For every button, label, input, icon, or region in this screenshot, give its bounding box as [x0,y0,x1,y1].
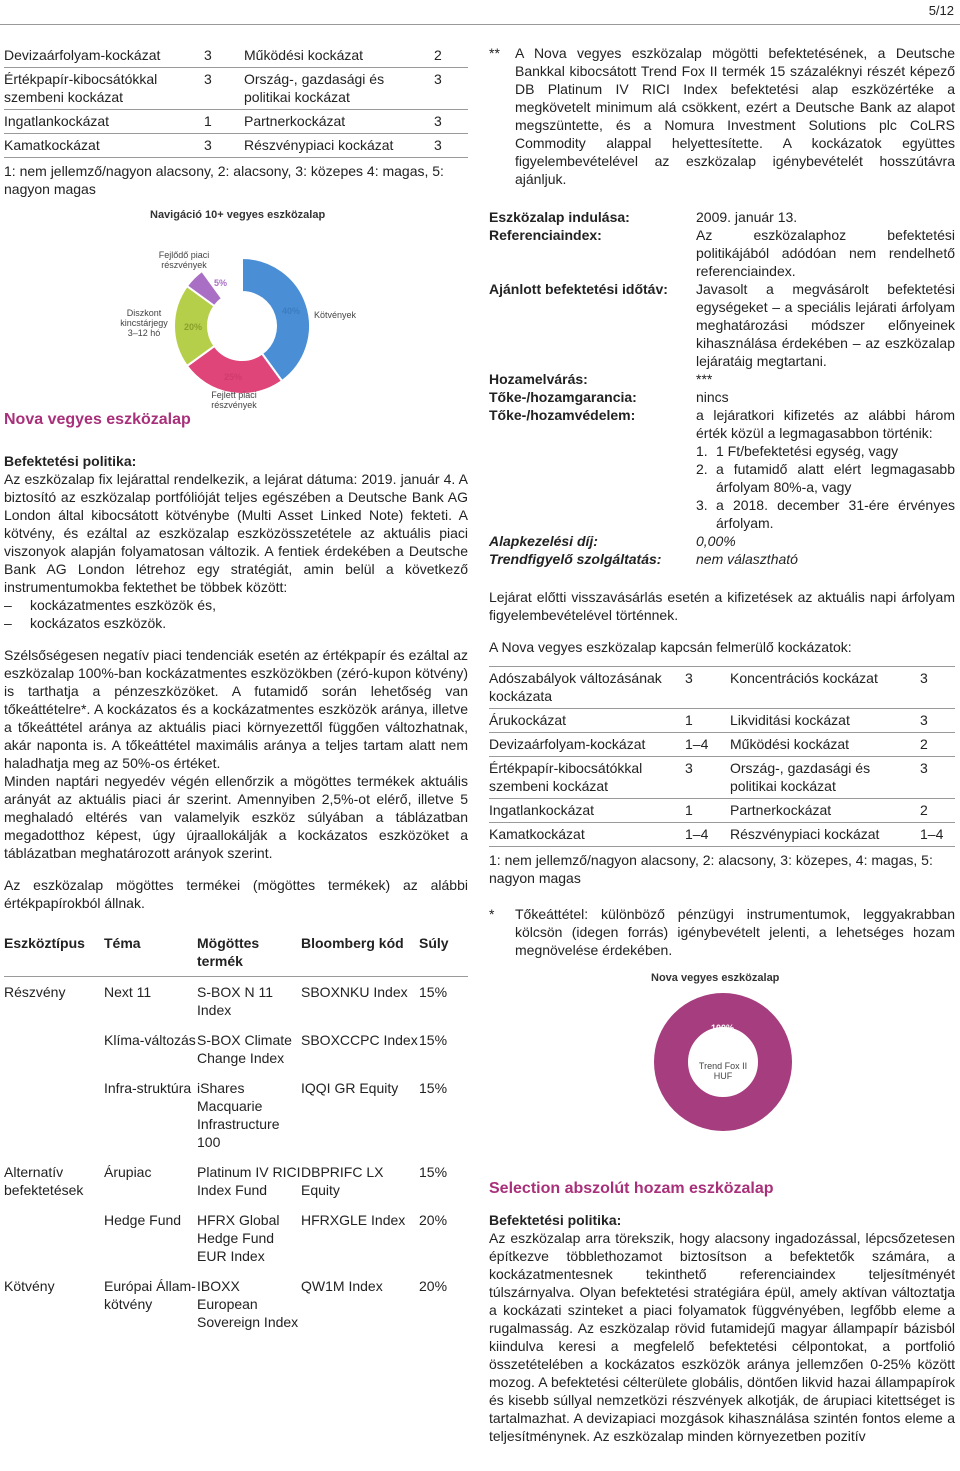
fact-value: 2009. január 13. [696,209,798,225]
risk-name: Működési kockázat [730,736,850,752]
risk-name: Részvénypiaci kockázat [730,826,880,842]
risk-row [4,110,468,134]
protection-text: a futamidő alatt elért legmagasabb árfolyam 80%-a, vagy [716,461,955,495]
protection-item [696,460,955,496]
table-header: Mögöttes termék [197,934,301,977]
fact-row [489,388,955,406]
star-text: Tőkeáttétel: különböző pénzügyi instrumentumok, leggyakrabban kölcsön (idegen forrás) igénybevételt jelenti, a lehetséges hozam megnövelése érdekében. [515,906,955,958]
donut-chart-1 [4,198,468,448]
footnote-dbl [489,44,955,188]
risk-value: 1 [685,802,693,818]
nova-para2: Szélsőségesen negatív piaci tendenciák esetén az értékpapír és ezáltal az eszközalap 100%-ban kockázatmentes eszközökben (zéró-kupon kötvény) is tarthatja a pénzeszközöket. A futamidő során lehetőség van tőkeáttételre*. A kockázatos és a kockázatmentes eszközök aránya, illetve a tőkeáttétel aránya az aktuális piaci környezettől függően változhatnak, akár naponta is. A tőkeáttétel maximális aránya a teljes tartam alatt nem haladhatja meg az 50%-os értéket. [4,647,468,771]
dash-item [4,596,468,614]
protection-text: 1 Ft/befektetési egység, vagy [716,443,899,459]
protection-list [696,442,955,532]
risk-value: 2 [920,802,928,818]
table-cell: Next 11 [104,984,152,1000]
protection-item [696,442,955,460]
risk-name: Devizaárfolyam-kockázat [489,736,646,752]
table-cell: S-BOX N 11 Index [197,984,273,1018]
table-cell: Klíma-változás [104,1032,196,1048]
dash-text: kockázatos eszközök. [30,615,167,631]
fact-value: *** [696,371,713,387]
risk-name: Ingatlankockázat [489,802,595,818]
risk-value: 3 [434,71,442,87]
pct-40: 40% [282,306,301,316]
table-cell: Árupiac [104,1164,152,1180]
risk-name: Működési kockázat [244,47,364,63]
risk-name: Ingatlankockázat [4,113,110,129]
fact-label: Tőke-/hozamgarancia: [489,389,637,405]
table-cell [4,1205,104,1271]
dash-mark: – [4,615,12,631]
table-cell: SBOXNKU Index [301,984,408,1000]
redemption-text: Lejárat előtti visszavásárlás esetén a kifizetések az aktuális napi árfolyam figyelembevételével történnek. [489,589,955,623]
table-row [4,977,468,1026]
left-column [4,44,468,1337]
risk-row [489,733,955,757]
table-row [4,1205,468,1271]
fact-label: Tőke-/hozamvédelem: [489,407,636,423]
fact-label: Ajánlott befektetési időtáv: [489,281,668,297]
fact-row [489,370,955,388]
table-header: Bloomberg kód [301,934,419,977]
table-row [4,1073,468,1157]
footnote-mark: ** [489,45,500,61]
risk-name: Devizaárfolyam-kockázat [4,47,161,63]
table-cell: 20% [419,1212,448,1228]
risk-value: 2 [434,47,442,63]
fact-row [489,550,955,568]
dash-list [4,596,468,632]
right-risk-table [489,666,955,847]
table-header: Téma [104,934,197,977]
chart-navigacio [4,198,468,448]
right-column [489,44,955,1445]
risk-value: 2 [920,736,928,752]
risk-name: Ország-, gazdasági és politikai kockázat [244,71,385,105]
fact-row [489,406,955,442]
instrument-table [4,934,468,1337]
dash-mark: – [4,597,12,613]
risk-name: Árukockázat [489,712,567,728]
risk-value: 3 [920,712,928,728]
risk-name: Koncentrációs kockázat [730,670,878,686]
risk-value: 3 [434,137,442,153]
table-cell [4,1025,104,1073]
table-cell: Platinum IV RICI Index Fund [197,1164,301,1198]
table-cell: IQQI GR Equity [301,1080,399,1096]
risk-value: 3 [204,47,212,63]
table-cell: Kötvény [4,1278,55,1294]
risk-name: Ország-, gazdasági és politikai kockázat [730,760,871,794]
pct-20: 20% [184,322,203,332]
risk-name: Kamatkockázat [489,826,585,842]
selection-heading: Selection abszolút hozam eszközalap [489,1180,774,1197]
chart2-title: Nova vegyes eszközalap [651,972,780,984]
pct-5: 5% [214,278,228,288]
nova-heading: Nova vegyes eszközalap [4,411,191,428]
table-cell: IBOXX European Sovereign Index [197,1278,299,1330]
fact-label: Hozamelvárás: [489,371,588,387]
risk-name: Kamatkockázat [4,137,100,153]
risk-row [4,68,468,110]
fact-value: Javasolt a megvásárolt befektetési egységeket – a speciális lejárati árfolyam meghatározási módszer előnyeinek kihasználása érdekében – az eszközalap lejáratáig megtartani. [696,281,955,369]
table-cell: 15% [419,1080,448,1096]
label-fejlodo: Fejlődő piaci részvények [158,250,210,270]
table-header: Súly [419,934,468,977]
label-kotvenyek: Kötvények [313,310,357,320]
fact-label: Eszközalap indulása: [489,209,630,225]
risk-row [489,799,955,823]
page-number: 5/12 [928,3,954,18]
protection-num: 3. [696,497,708,513]
fact-row [489,208,955,226]
table-row [4,1025,468,1073]
fact-label: Referenciaindex: [489,227,602,243]
star-mark: * [489,906,495,922]
fact-row [489,226,955,280]
table-cell: QW1M Index [301,1278,383,1294]
table-cell: Európai Állam-kötvény [104,1278,196,1312]
risk-name: Részvénypiaci kockázat [244,137,394,153]
table-header: Eszköztípus [4,934,104,977]
pct-25: 25% [224,372,243,382]
top-divider [0,24,960,25]
risk-value: 3 [920,760,928,776]
right-scale-note: 1: nem jellemző/nagyon alacsony, 2: alacsony, 3: közepes, 4: magas, 5: nagyon magas [489,852,933,886]
label-trendfox: Trend Fox II HUF [698,1061,748,1081]
risk-value: 3 [920,670,928,686]
selection-text: Az eszközalap arra törekszik, hogy alacsony ingadozással, lépcsőzetesen építkezve többlethozamot biztosítson a befektetők számára, a kockázatmentesnek tekinthető referenciaindex teljesítményét túlszárnyalva. Olyan befektetési stratégiára épül, amely aktívan változtatja a kockázati szinteket a piaci folyamatok függvényében, legfőbb eleme a rugalmasság. Az eszközalap rövid futamidejű magyar állampapír bázisból kiindulva keresi a megfelelő befektetési célpontokat, a portfolió összetételében a kockázatos eszközök aránya jellemzően 0-25% között mozog. A befektetési célterülete globális, döntően likvid hazai állampapírok és kisebb súllyal nemzetközi részvények alkotják, de árupiaci kitettséget is tartalmazhat. A devizapiaci mozgások kihasználása szintén fontos eleme a teljesítménynek. Az eszközalap minden környezetben pozitív [489,1230,955,1444]
table-cell: 15% [419,1164,448,1180]
left-scale-note: 1: nem jellemző/nagyon alacsony, 2: alacsony, 3: közepes 4: magas, 5: nagyon magas [4,163,444,197]
protection-item [696,496,955,532]
protection-num: 2. [696,461,708,477]
risk-name: Értékpapír-kibocsátókkal szembeni kockázat [489,760,643,794]
table-cell: Részvény [4,984,66,1000]
table-cell: 15% [419,984,448,1000]
chart1-title: Navigáció 10+ vegyes eszközalap [150,209,326,221]
footnote-text: A Nova vegyes eszközalap mögötti befektetésének, a Deutsche Bankkal kibocsátott Trend Fox II termék 15 százaléknyi részét képező DB Platinum IV RICI Index befektetési alap eszközértéke a megkövetelt minimum alá csökkent, ezért a Deutsche Bank az alapot megszüntette, és a Nomura Investment Solutions plc CoLRS Commodity alappal helyettesítette. A kockázatok együttes figyelembevételével az eszközalap igénybevételét hosszútávra ajánljuk. [515,45,955,187]
nova-policy-heading: Befektetési politika: [4,453,137,469]
fund-facts-italic [489,532,955,568]
risk-value: 3 [685,760,693,776]
risk-value: 3 [204,71,212,87]
nova-para3: Minden naptári negyedév végén ellenőrzik a mögöttes termékek aktuális arányát az aktuális piaci ár szerint. Amennyiben 2,5%-ot elérő, illetve 5 meghaladó eltérés van valamelyik eszköz súlyában a táblázatban megadotthoz képest, úgy újraallokálják a kockázatos eszközöket a táblázatban meghatározott arányok szerint. [4,773,468,861]
nova-para4: Az eszközalap mögöttes termékei (mögöttes termékek) az alábbi értékpapírokból állnak. [4,877,468,911]
risk-name: Partnerkockázat [730,802,832,818]
label-diszkont: Diszkont kincstárjegy 3–12 hó [120,308,168,338]
left-risk-table [4,44,468,158]
risk-name: Likviditási kockázat [730,712,850,728]
risk-value: 1 [204,113,212,129]
table-cell: 15% [419,1032,448,1048]
risk-row [4,134,468,158]
table-cell [4,1073,104,1157]
table-row [4,1157,468,1205]
risk-value: 1–4 [685,826,709,842]
selection-policy-heading: Befektetési politika: [489,1212,622,1228]
dash-text: kockázatmentes eszközök és, [30,597,216,613]
risk-value: 1 [685,712,693,728]
fact-value: Az eszközalaphoz befektetési politikájából adódóan nem rendelhető referenciaindex. [696,227,955,279]
table-cell: iShares Macquarie Infrastructure 100 [197,1080,280,1150]
protection-num: 1. [696,443,708,459]
risks-intro: A Nova vegyes eszközalap kapcsán felmerülő kockázatok: [489,639,852,655]
risk-value: 1–4 [920,826,944,842]
pct-100: 100% [711,1023,735,1033]
fact-row [489,532,955,550]
chart-nova [489,969,955,1179]
risk-row [489,823,955,847]
table-cell: DBPRIFC LX Equity [301,1164,384,1198]
fact-value: nem választható [696,551,798,567]
table-cell: Infra-struktúra [104,1080,192,1096]
risk-row [4,44,468,68]
fund-facts [489,208,955,442]
table-cell: Hedge Fund [104,1212,182,1228]
protection-text: a 2018. december 31-ére érvényes árfolyam. [716,497,955,531]
table-cell: Alternatív befektetések [4,1164,84,1198]
risk-row [489,709,955,733]
footnote-star [489,905,955,959]
table-cell: SBOXCCPC Index [301,1032,418,1048]
fact-label: Trendfigyelő szolgáltatás: [489,551,662,567]
fact-value: 0,00% [696,533,736,549]
risk-name: Adószabályok változásának kockázata [489,670,662,704]
fact-label: Alapkezelési díj: [489,533,598,549]
dash-item [4,614,468,632]
risk-value: 3 [685,670,693,686]
table-cell: 20% [419,1278,448,1294]
fact-value: nincs [696,389,729,405]
table-cell: HFRXGLE Index [301,1212,406,1228]
table-cell: S-BOX Climate Change Index [197,1032,292,1066]
risk-row [489,666,955,709]
risk-value: 3 [434,113,442,129]
risk-name: Partnerkockázat [244,113,346,129]
fact-row [489,280,955,370]
table-cell: HFRX Global Hedge Fund EUR Index [197,1212,280,1264]
table-row [4,1271,468,1337]
nova-para1: Az eszközalap fix lejárattal rendelkezik, a lejárat dátuma: 2019. január 4. A biztosító az eszközalap portfólióját teljes egészében a Deutsche Bank AG London által kibocsátott kötvénybe (Multi Asset Linked Note) fekteti. A kötvény, és ezáltal az eszközalap eszközösszetétele az aktuális piaci viszonyok alapján folyamatosan változik. A fentiek érdekében a Deutsche Bank AG London létrehoz egy stratégiát, amin belül a következő instrumentumokba fektethet be többek között: [4,471,468,595]
risk-row [489,757,955,799]
risk-value: 1–4 [685,736,709,752]
label-fejlett: Fejlett piaci részvények [211,390,257,410]
risk-value: 3 [204,137,212,153]
risk-name: Értékpapír-kibocsátókkal szembeni kockázat [4,71,158,105]
fact-value: a lejáratkori kifizetés az alábbi három érték közül a legmagasabbon történik: [696,407,955,441]
